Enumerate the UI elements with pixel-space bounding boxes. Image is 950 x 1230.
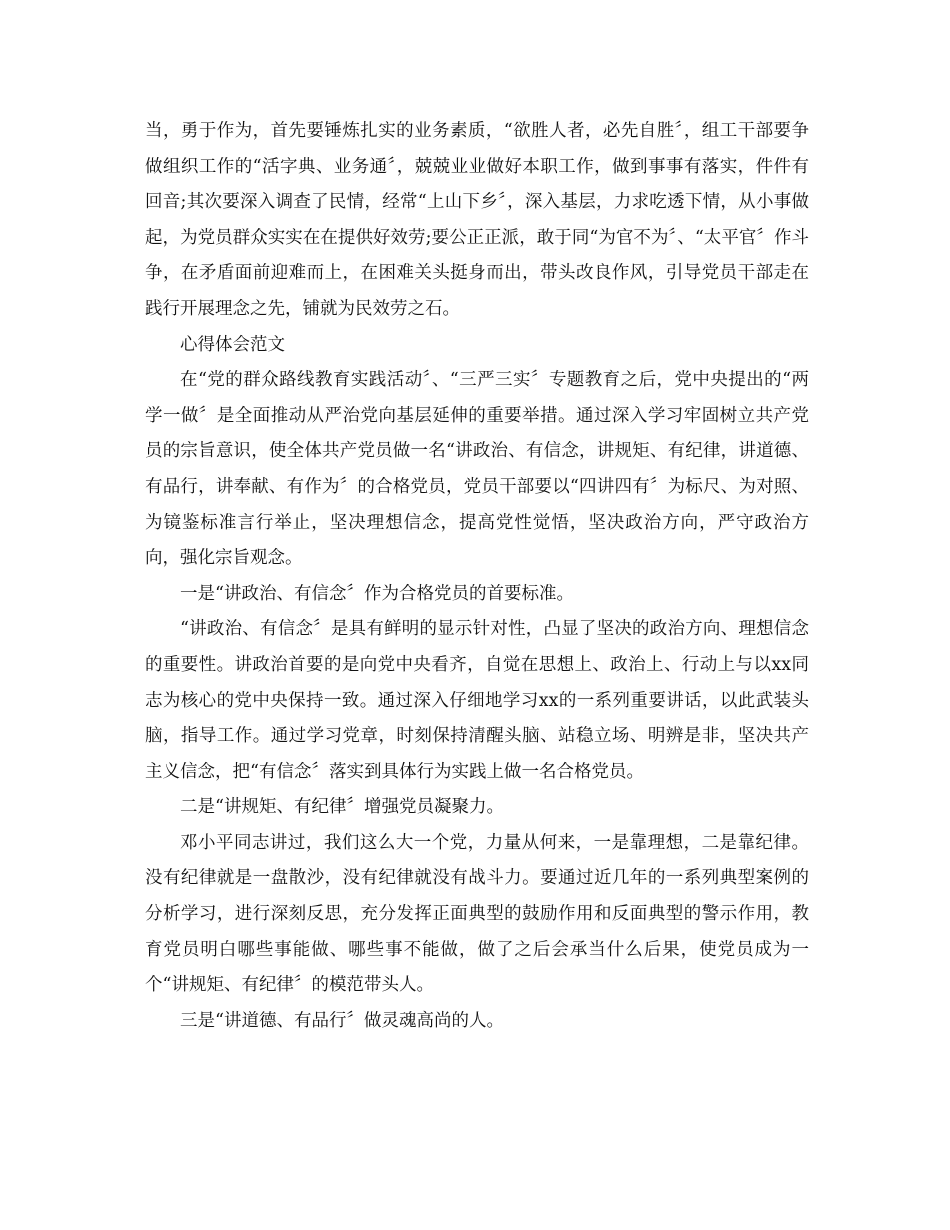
document-body bbox=[145, 114, 809, 1039]
subheading-point-three: 三是“讲道德、有品行〞做灵魂高尚的人。 bbox=[180, 1010, 504, 1031]
subheading-point-one: 一是“讲政治、有信念〞作为合格党员的首要标准。 bbox=[180, 583, 574, 604]
paragraph-continuation: 当，勇于作为，首先要锤炼扎实的业务素质，“欲胜人者，必先自胜〞，组工干部要争做组织工作的“活字典、业务通〞，兢兢业业做好本职工作，做到事事有落实，件件有回音;其次要深入调查了民情，经常“上山下乡〞，深入基层，力求吃透下情，从小事做起，为党员群众实实在在提供好效劳;要公正正派，敢于同“为官不为〞、“太平官〞作斗争，在矛盾面前迎难而上，在困难关头挺身而出，带头改良作风，引导党员干部走在践行开展理念之先，铺就为民效劳之石。 bbox=[145, 121, 809, 319]
section-heading-essay: 心得体会范文 bbox=[180, 334, 285, 355]
paragraph-point-two: 邓小平同志讲过，我们这么大一个党，力量从何来，一是靠理想，二是靠纪律。没有纪律就是一盘散沙，没有纪律就没有战斗力。要通过近几年的一系列典型案例的分析学习，进行深刻反思，充分发挥正面典型的鼓励作用和反面典型的警示作用，教育党员明白哪些事能做、哪些事不能做，做了之后会承当什么后果，使党员成为一个“讲规矩、有纪律〞的模范带头人。 bbox=[145, 832, 809, 996]
subheading-point-two: 二是“讲规矩、有纪律〞增强党员凝聚力。 bbox=[180, 797, 504, 818]
paragraph-point-one: “讲政治、有信念〞是具有鲜明的显示针对性，凸显了坚决的政治方向、理想信念的重要性。讲政治首要的是向党中央看齐，自觉在思想上、政治上、行动上与以xx同志为核心的党中央保持一致。通过深入仔细地学习xx的一系列重要讲话，以此武装头脑，指导工作。通过学习党章，时刻保持清醒头脑、站稳立场、明辨是非，坚决共产主义信念，把“有信念〞落实到具体行为实践上做一名合格党员。 bbox=[145, 619, 809, 782]
paragraph-intro: 在“党的群众路线教育实践活动〞、“三严三实〞专题教育之后，党中央提出的“两学一做〞是全面推动从严治党向基层延伸的重要举措。通过深入学习牢固树立共产党员的宗旨意识，使全体共产党员做一名“讲政治、有信念，讲规矩、有纪律，讲道德、有品行，讲奉献、有作为〞的合格党员，党员干部要以“四讲四有〞为标尺、为对照、为镜鉴标准言行举止，坚决理想信念，提高党性觉悟，坚决政治方向，严守政治方向，强化宗旨观念。 bbox=[145, 370, 809, 569]
